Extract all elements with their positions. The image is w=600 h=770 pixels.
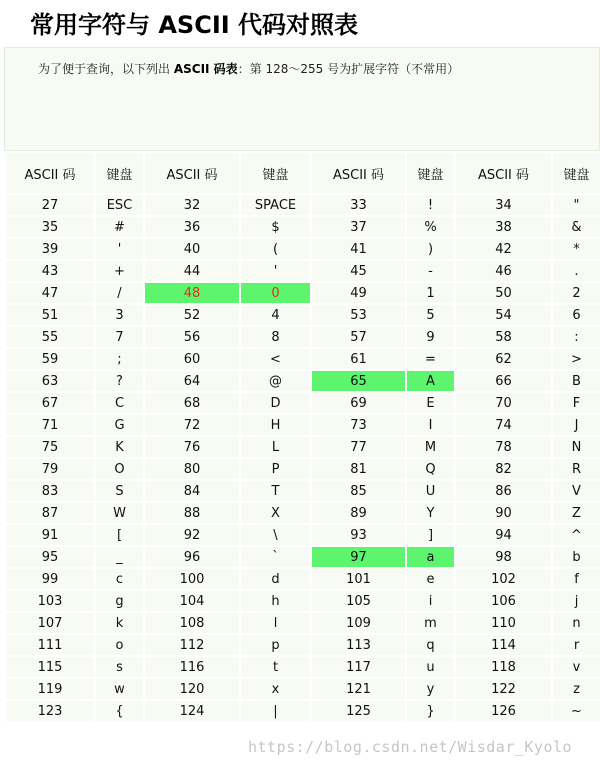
ascii-code-cell: 27 xyxy=(5,194,95,216)
keyboard-char-cell: > xyxy=(552,348,600,370)
ascii-code-cell: 83 xyxy=(5,480,95,502)
header-keyboard: 键盘 xyxy=(240,152,311,194)
watermark: https://blog.csdn.net/Wisdar_Kyolo xyxy=(248,738,573,756)
ascii-code-cell: 118 xyxy=(455,656,552,678)
keyboard-char-cell: K xyxy=(95,436,144,458)
keyboard-char-cell: " xyxy=(552,194,600,216)
table-row xyxy=(5,238,600,260)
table-row xyxy=(5,612,600,634)
ascii-code-cell: 53 xyxy=(311,304,406,326)
ascii-code-cell: 70 xyxy=(455,392,552,414)
keyboard-char-cell: . xyxy=(552,260,600,282)
keyboard-char-cell: SPACE xyxy=(240,194,311,216)
ascii-code-cell: 42 xyxy=(455,238,552,260)
table-row xyxy=(5,348,600,370)
ascii-code-cell: 69 xyxy=(311,392,406,414)
ascii-code-cell: 32 xyxy=(144,194,240,216)
keyboard-char-cell: 2 xyxy=(552,282,600,304)
ascii-code-cell: 43 xyxy=(5,260,95,282)
keyboard-char-cell: k xyxy=(95,612,144,634)
ascii-code-cell: 77 xyxy=(311,436,406,458)
keyboard-char-cell: ' xyxy=(95,238,144,260)
keyboard-char-cell: 7 xyxy=(95,326,144,348)
keyboard-char-cell: b xyxy=(552,546,600,568)
ascii-code-cell: 45 xyxy=(311,260,406,282)
ascii-code-cell: 39 xyxy=(5,238,95,260)
ascii-code-cell: 47 xyxy=(5,282,95,304)
ascii-code-cell: 68 xyxy=(144,392,240,414)
keyboard-char-cell: F xyxy=(552,392,600,414)
keyboard-char-cell: q xyxy=(406,634,455,656)
keyboard-char-cell: m xyxy=(406,612,455,634)
ascii-code-cell: 78 xyxy=(455,436,552,458)
ascii-code-cell: 98 xyxy=(455,546,552,568)
keyboard-char-cell: 0 xyxy=(240,282,311,304)
keyboard-char-cell: d xyxy=(240,568,311,590)
ascii-code-cell: 102 xyxy=(455,568,552,590)
ascii-code-cell: 90 xyxy=(455,502,552,524)
ascii-code-cell: 91 xyxy=(5,524,95,546)
table-row xyxy=(5,370,600,392)
table-row xyxy=(5,436,600,458)
ascii-code-cell: 36 xyxy=(144,216,240,238)
keyboard-char-cell: P xyxy=(240,458,311,480)
ascii-code-cell: 96 xyxy=(144,546,240,568)
ascii-code-cell: 111 xyxy=(5,634,95,656)
keyboard-char-cell: 5 xyxy=(406,304,455,326)
intro-panel xyxy=(4,47,600,151)
keyboard-char-cell: ^ xyxy=(552,524,600,546)
ascii-code-cell: 115 xyxy=(5,656,95,678)
ascii-code-cell: 57 xyxy=(311,326,406,348)
intro-suffix: ：第 128～255 号为扩展字符（不常用） xyxy=(237,62,460,76)
keyboard-char-cell: g xyxy=(95,590,144,612)
ascii-code-cell: 64 xyxy=(144,370,240,392)
keyboard-char-cell: { xyxy=(95,700,144,722)
table-row xyxy=(5,590,600,612)
ascii-code-cell: 52 xyxy=(144,304,240,326)
table-body xyxy=(5,194,600,722)
header-keyboard: 键盘 xyxy=(406,152,455,194)
ascii-code-cell: 49 xyxy=(311,282,406,304)
ascii-code-cell: 79 xyxy=(5,458,95,480)
table-row xyxy=(5,304,600,326)
keyboard-char-cell: Q xyxy=(406,458,455,480)
ascii-code-cell: 103 xyxy=(5,590,95,612)
keyboard-char-cell: D xyxy=(240,392,311,414)
ascii-code-cell: 97 xyxy=(311,546,406,568)
ascii-code-cell: 89 xyxy=(311,502,406,524)
ascii-code-cell: 40 xyxy=(144,238,240,260)
header-ascii-code: ASCII 码 xyxy=(5,152,95,194)
ascii-code-cell: 88 xyxy=(144,502,240,524)
ascii-code-cell: 73 xyxy=(311,414,406,436)
keyboard-char-cell: M xyxy=(406,436,455,458)
ascii-code-cell: 104 xyxy=(144,590,240,612)
ascii-code-cell: 93 xyxy=(311,524,406,546)
keyboard-char-cell: i xyxy=(406,590,455,612)
ascii-code-cell: 87 xyxy=(5,502,95,524)
keyboard-char-cell: [ xyxy=(95,524,144,546)
intro-text xyxy=(38,60,459,78)
keyboard-char-cell: x xyxy=(240,678,311,700)
ascii-code-cell: 38 xyxy=(455,216,552,238)
keyboard-char-cell: B xyxy=(552,370,600,392)
keyboard-char-cell: S xyxy=(95,480,144,502)
keyboard-char-cell: w xyxy=(95,678,144,700)
ascii-code-cell: 48 xyxy=(144,282,240,304)
ascii-code-cell: 116 xyxy=(144,656,240,678)
keyboard-char-cell: ~ xyxy=(552,700,600,722)
keyboard-char-cell: l xyxy=(240,612,311,634)
keyboard-char-cell: : xyxy=(552,326,600,348)
table-row xyxy=(5,678,600,700)
table-row xyxy=(5,656,600,678)
ascii-code-cell: 67 xyxy=(5,392,95,414)
ascii-code-cell: 54 xyxy=(455,304,552,326)
ascii-code-cell: 123 xyxy=(5,700,95,722)
ascii-code-cell: 95 xyxy=(5,546,95,568)
ascii-code-cell: 92 xyxy=(144,524,240,546)
table-row xyxy=(5,282,600,304)
ascii-code-cell: 121 xyxy=(311,678,406,700)
header-keyboard: 键盘 xyxy=(552,152,600,194)
ascii-code-cell: 120 xyxy=(144,678,240,700)
header-ascii-code: ASCII 码 xyxy=(311,152,406,194)
ascii-code-cell: 34 xyxy=(455,194,552,216)
table-row xyxy=(5,568,600,590)
header-ascii-code: ASCII 码 xyxy=(144,152,240,194)
keyboard-char-cell: ? xyxy=(95,370,144,392)
intro-bold: ASCII 码表 xyxy=(173,62,238,76)
ascii-code-cell: 100 xyxy=(144,568,240,590)
ascii-code-cell: 85 xyxy=(311,480,406,502)
keyboard-char-cell: J xyxy=(552,414,600,436)
keyboard-char-cell: - xyxy=(406,260,455,282)
keyboard-char-cell: O xyxy=(95,458,144,480)
ascii-code-cell: 66 xyxy=(455,370,552,392)
keyboard-char-cell: r xyxy=(552,634,600,656)
ascii-code-cell: 71 xyxy=(5,414,95,436)
keyboard-char-cell: o xyxy=(95,634,144,656)
page-title: 常用字符与 ASCII 代码对照表 xyxy=(30,11,359,39)
keyboard-char-cell: ' xyxy=(240,260,311,282)
keyboard-char-cell: C xyxy=(95,392,144,414)
keyboard-char-cell: 3 xyxy=(95,304,144,326)
ascii-code-cell: 44 xyxy=(144,260,240,282)
keyboard-char-cell: t xyxy=(240,656,311,678)
table-row xyxy=(5,458,600,480)
keyboard-char-cell: | xyxy=(240,700,311,722)
ascii-code-cell: 46 xyxy=(455,260,552,282)
table-row xyxy=(5,194,600,216)
keyboard-char-cell: 4 xyxy=(240,304,311,326)
keyboard-char-cell: n xyxy=(552,612,600,634)
keyboard-char-cell: _ xyxy=(95,546,144,568)
ascii-code-cell: 33 xyxy=(311,194,406,216)
table-row xyxy=(5,480,600,502)
keyboard-char-cell: ) xyxy=(406,238,455,260)
keyboard-char-cell: X xyxy=(240,502,311,524)
keyboard-char-cell: ( xyxy=(240,238,311,260)
ascii-code-cell: 55 xyxy=(5,326,95,348)
keyboard-char-cell: f xyxy=(552,568,600,590)
keyboard-char-cell: H xyxy=(240,414,311,436)
table-row xyxy=(5,700,600,722)
table-row xyxy=(5,502,600,524)
keyboard-char-cell: \ xyxy=(240,524,311,546)
header-ascii-code: ASCII 码 xyxy=(455,152,552,194)
ascii-code-cell: 125 xyxy=(311,700,406,722)
keyboard-char-cell: c xyxy=(95,568,144,590)
ascii-code-cell: 94 xyxy=(455,524,552,546)
keyboard-char-cell: Z xyxy=(552,502,600,524)
ascii-code-cell: 51 xyxy=(5,304,95,326)
keyboard-char-cell: 6 xyxy=(552,304,600,326)
keyboard-char-cell: a xyxy=(406,546,455,568)
keyboard-char-cell: j xyxy=(552,590,600,612)
ascii-code-cell: 82 xyxy=(455,458,552,480)
keyboard-char-cell: ! xyxy=(406,194,455,216)
intro-prefix: 为了便于查询，以下列出 xyxy=(38,62,174,76)
keyboard-char-cell: = xyxy=(406,348,455,370)
table-row xyxy=(5,546,600,568)
ascii-code-cell: 101 xyxy=(311,568,406,590)
table-row xyxy=(5,524,600,546)
keyboard-char-cell: E xyxy=(406,392,455,414)
table-row xyxy=(5,392,600,414)
keyboard-char-cell: ] xyxy=(406,524,455,546)
keyboard-char-cell: U xyxy=(406,480,455,502)
ascii-code-cell: 81 xyxy=(311,458,406,480)
keyboard-char-cell: u xyxy=(406,656,455,678)
ascii-code-cell: 72 xyxy=(144,414,240,436)
ascii-code-cell: 41 xyxy=(311,238,406,260)
keyboard-char-cell: z xyxy=(552,678,600,700)
table-row xyxy=(5,414,600,436)
keyboard-char-cell: < xyxy=(240,348,311,370)
keyboard-char-cell: I xyxy=(406,414,455,436)
ascii-code-cell: 117 xyxy=(311,656,406,678)
keyboard-char-cell: s xyxy=(95,656,144,678)
keyboard-char-cell: / xyxy=(95,282,144,304)
ascii-code-cell: 113 xyxy=(311,634,406,656)
table-row xyxy=(5,634,600,656)
table-row xyxy=(5,216,600,238)
ascii-code-cell: 60 xyxy=(144,348,240,370)
keyboard-char-cell: R xyxy=(552,458,600,480)
keyboard-char-cell: y xyxy=(406,678,455,700)
ascii-code-cell: 59 xyxy=(5,348,95,370)
ascii-code-cell: 63 xyxy=(5,370,95,392)
keyboard-char-cell: 8 xyxy=(240,326,311,348)
keyboard-char-cell: @ xyxy=(240,370,311,392)
keyboard-char-cell: ; xyxy=(95,348,144,370)
keyboard-char-cell: + xyxy=(95,260,144,282)
ascii-code-cell: 119 xyxy=(5,678,95,700)
ascii-code-cell: 62 xyxy=(455,348,552,370)
keyboard-char-cell: ESC xyxy=(95,194,144,216)
keyboard-char-cell: A xyxy=(406,370,455,392)
keyboard-char-cell: * xyxy=(552,238,600,260)
keyboard-char-cell: e xyxy=(406,568,455,590)
ascii-code-cell: 58 xyxy=(455,326,552,348)
keyboard-char-cell: W xyxy=(95,502,144,524)
ascii-code-cell: 114 xyxy=(455,634,552,656)
ascii-code-cell: 75 xyxy=(5,436,95,458)
ascii-code-cell: 124 xyxy=(144,700,240,722)
ascii-code-cell: 56 xyxy=(144,326,240,348)
ascii-code-cell: 108 xyxy=(144,612,240,634)
ascii-code-cell: 76 xyxy=(144,436,240,458)
ascii-code-cell: 65 xyxy=(311,370,406,392)
ascii-code-cell: 109 xyxy=(311,612,406,634)
keyboard-char-cell: T xyxy=(240,480,311,502)
keyboard-char-cell: Y xyxy=(406,502,455,524)
keyboard-char-cell: p xyxy=(240,634,311,656)
ascii-code-cell: 105 xyxy=(311,590,406,612)
keyboard-char-cell: ` xyxy=(240,546,311,568)
ascii-code-cell: 86 xyxy=(455,480,552,502)
header-keyboard: 键盘 xyxy=(95,152,144,194)
keyboard-char-cell: 1 xyxy=(406,282,455,304)
keyboard-char-cell: N xyxy=(552,436,600,458)
keyboard-char-cell: } xyxy=(406,700,455,722)
ascii-code-cell: 110 xyxy=(455,612,552,634)
table-header-row xyxy=(5,152,600,194)
ascii-code-cell: 122 xyxy=(455,678,552,700)
ascii-table xyxy=(4,151,600,723)
table-row xyxy=(5,260,600,282)
ascii-code-cell: 74 xyxy=(455,414,552,436)
ascii-code-cell: 50 xyxy=(455,282,552,304)
keyboard-char-cell: G xyxy=(95,414,144,436)
ascii-code-cell: 126 xyxy=(455,700,552,722)
ascii-code-cell: 37 xyxy=(311,216,406,238)
keyboard-char-cell: L xyxy=(240,436,311,458)
keyboard-char-cell: % xyxy=(406,216,455,238)
ascii-code-cell: 106 xyxy=(455,590,552,612)
ascii-code-cell: 99 xyxy=(5,568,95,590)
keyboard-char-cell: V xyxy=(552,480,600,502)
ascii-code-cell: 61 xyxy=(311,348,406,370)
ascii-code-cell: 84 xyxy=(144,480,240,502)
keyboard-char-cell: h xyxy=(240,590,311,612)
keyboard-char-cell: 9 xyxy=(406,326,455,348)
ascii-code-cell: 80 xyxy=(144,458,240,480)
keyboard-char-cell: $ xyxy=(240,216,311,238)
ascii-code-cell: 112 xyxy=(144,634,240,656)
ascii-code-cell: 107 xyxy=(5,612,95,634)
keyboard-char-cell: & xyxy=(552,216,600,238)
keyboard-char-cell: v xyxy=(552,656,600,678)
keyboard-char-cell: # xyxy=(95,216,144,238)
ascii-code-cell: 35 xyxy=(5,216,95,238)
table-row xyxy=(5,326,600,348)
